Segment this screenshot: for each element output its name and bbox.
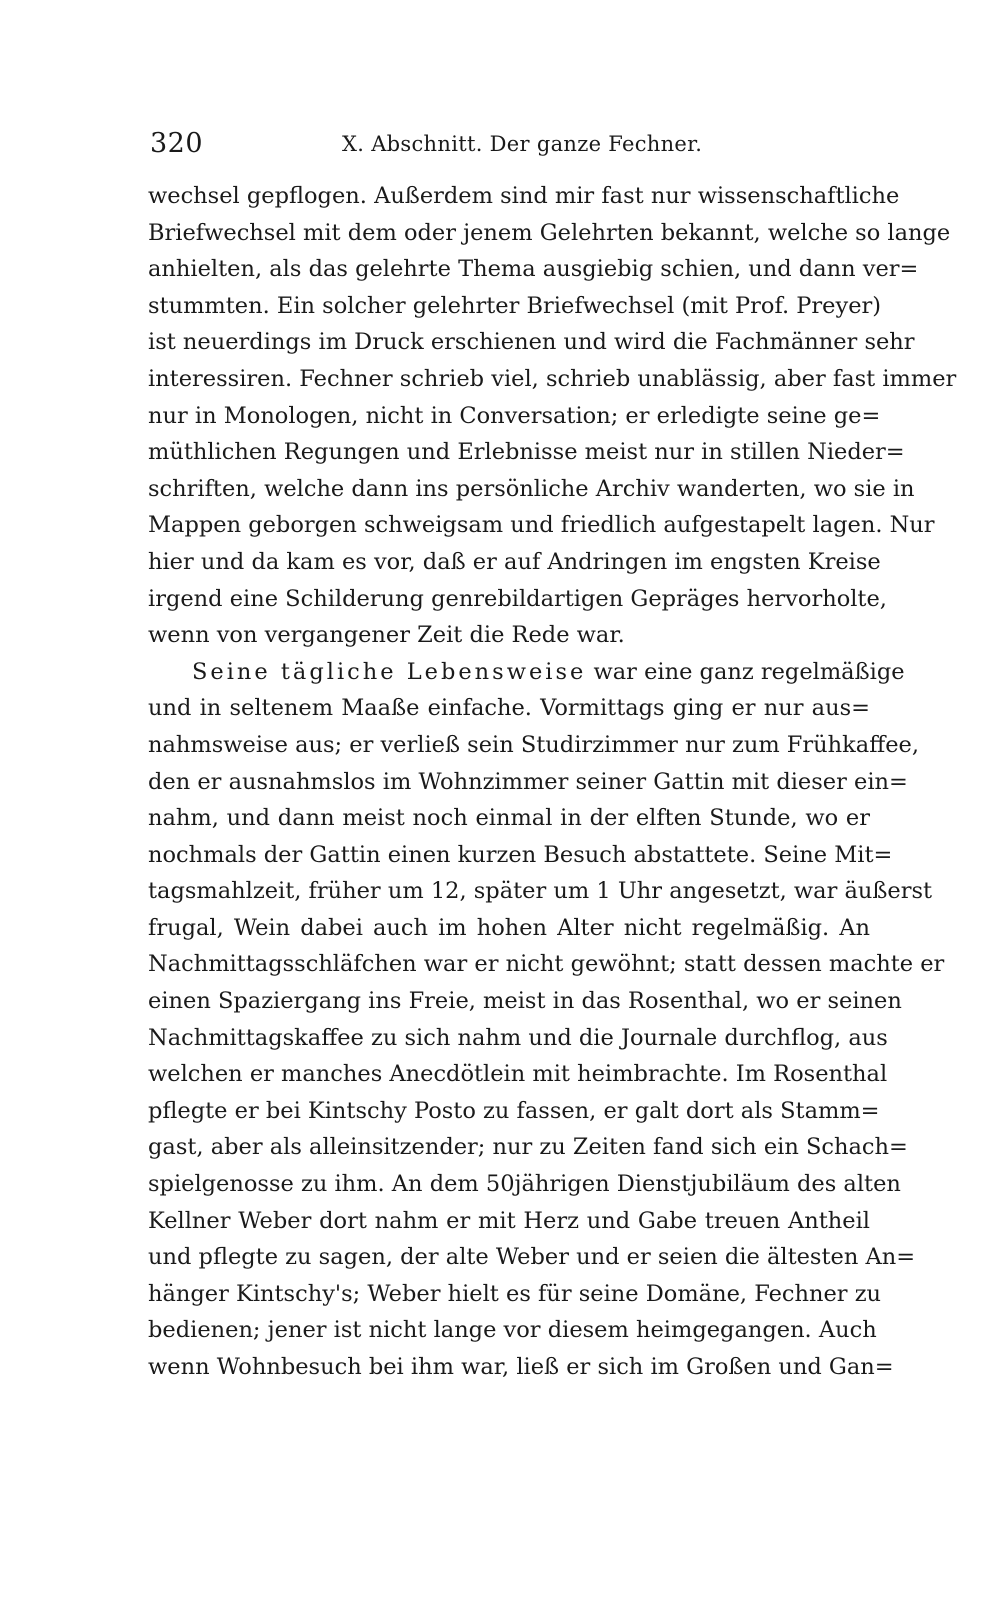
text-line: nahm, und dann meist noch einmal in der elften Stunde, wo er (148, 805, 870, 832)
text-line: schriften, welche dann ins persönliche Archiv wanderten, wo sie in (148, 475, 915, 502)
body-text (148, 178, 957, 1386)
running-head (150, 124, 880, 164)
text-line: gast, aber als alleinsitzender; nur zu Zeiten fand sich ein Schach= (148, 1134, 908, 1161)
text-line: und pflegte zu sagen, der alte Weber und er seien die ältesten An= (148, 1244, 916, 1271)
text-line: Kellner Weber dort nahm er mit Herz und Gabe treuen Antheil (148, 1207, 870, 1234)
text-line: pflegte er bei Kintschy Posto zu fassen, er galt dort als Stamm= (148, 1097, 880, 1124)
text-line: wenn Wohnbesuch bei ihm war, ließ er sich im Großen und Gan= (148, 1354, 894, 1380)
text-line: den er ausnahmslos im Wohnzimmer seiner Gattin mit dieser ein= (148, 768, 908, 795)
text-line: Briefwechsel mit dem oder jenem Gelehrten bekannt, welche so lange (148, 219, 951, 246)
text-line: hänger Kintschy's; Weber hielt es für seine Domäne, Fechner zu (148, 1280, 882, 1307)
text-fragment: war eine ganz regelmäßige (586, 658, 905, 685)
text-line: Nachmittagsschläfchen war er nicht gewöhnt; statt dessen machte er (148, 951, 945, 978)
text-line: wechsel gepflogen. Außerdem sind mir fast nur wissenschaftliche (148, 183, 900, 209)
text-line: nahmsweise aus; er verließ sein Studirzimmer nur zum Frühkaffee, (148, 731, 919, 758)
chapter-header: X. Abschnitt. Der ganze Fechner. (342, 132, 703, 156)
text-line: und in seltenem Maaße einfache. Vormittags ging er nur aus= (148, 695, 870, 722)
text-line: ist neuerdings im Druck erschienen und wird die Fachmänner sehr (148, 329, 915, 356)
text-line: wenn von vergangener Zeit die Rede war. (148, 622, 625, 649)
paragraph-first-line (148, 654, 905, 691)
text-line: anhielten, als das gelehrte Thema ausgiebig schien, und dann ver= (148, 256, 919, 283)
text-line: interessiren. Fechner schrieb viel, schrieb unablässig, aber fast immer (148, 365, 957, 392)
text-line: tagsmahlzeit, früher um 12, später um 1 Uhr angesetzt, war äußerst (148, 878, 933, 905)
text-line: müthlichen Regungen und Erlebnisse meist nur in stillen Nieder= (148, 439, 905, 466)
text-line: einen Spaziergang ins Freie, meist in das Rosenthal, wo er seinen (148, 988, 902, 1015)
text-line: Mappen geborgen schweigsam und friedlich aufgestapelt lagen. Nur (148, 512, 935, 539)
text-line: welchen er manches Anecdötlein mit heimbrachte. Im Rosenthal (148, 1061, 888, 1088)
text-line: spielgenosse zu ihm. An dem 50jährigen Dienstjubiläum des alten (148, 1171, 901, 1198)
text-line: Nachmittagskaffee zu sich nahm und die Journale durchflog, aus (148, 1024, 888, 1051)
text-line: irgend eine Schilderung genrebildartigen Gepräges hervorholte, (148, 585, 887, 612)
emphasized-text: Seine tägliche Lebensweise (192, 658, 587, 685)
text-line: nochmals der Gattin einen kurzen Besuch abstattete. Seine Mit= (148, 841, 893, 868)
text-line: stummten. Ein solcher gelehrter Briefwechsel (mit Prof. Preyer) (148, 292, 882, 319)
text-line: frugal, Wein dabei auch im hohen Alter nicht regelmäßig. An (148, 914, 870, 941)
page-number: 320 (150, 128, 204, 159)
text-line: hier und da kam es vor, daß er auf Andringen im engsten Kreise (148, 548, 881, 575)
text-line: nur in Monologen, nicht in Conversation; er erledigte seine ge= (148, 402, 881, 429)
text-line: bedienen; jener ist nicht lange vor diesem heimgegangen. Auch (148, 1317, 877, 1344)
